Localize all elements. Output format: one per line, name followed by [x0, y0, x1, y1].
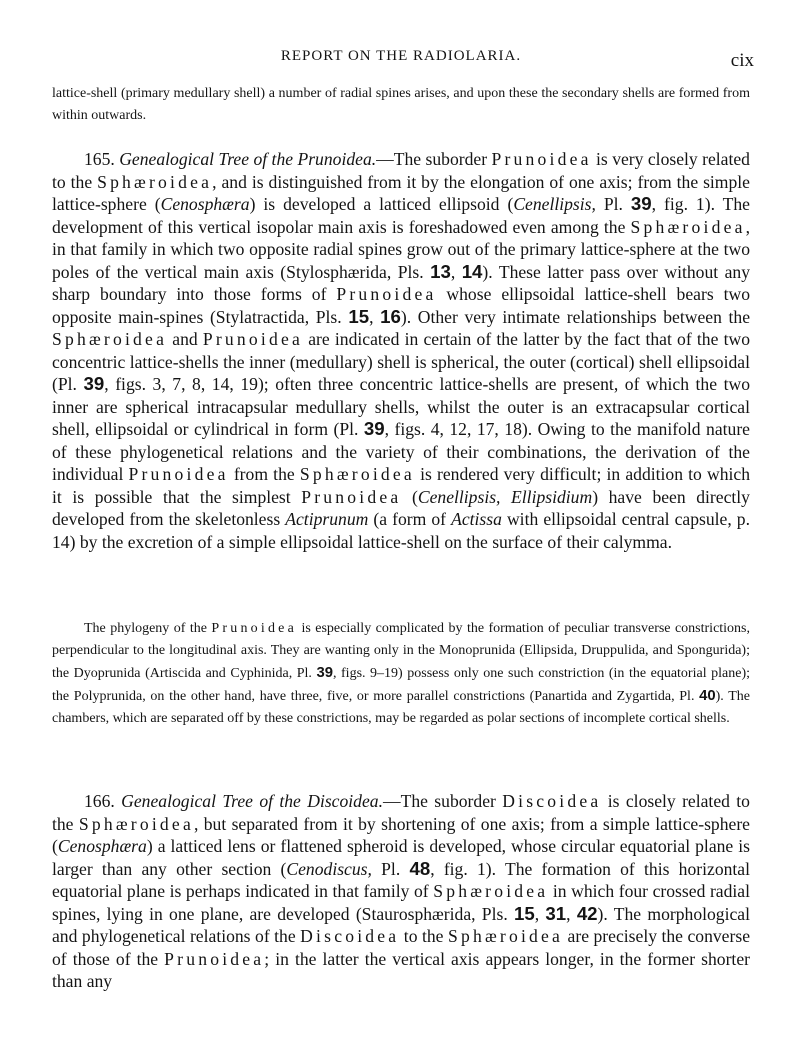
taxon-sphaeroidea: Sphæroidea	[97, 171, 213, 192]
taxon-prunoidea: Prunoidea	[128, 464, 229, 484]
plate-number: 14	[461, 260, 483, 282]
section-heading: Genealogical Tree of the Discoidea.	[121, 791, 383, 811]
plate-number: 48	[409, 857, 431, 879]
section-heading: Genealogical Tree of the Prunoidea.	[119, 149, 377, 169]
genus-name: Cenosphæra	[57, 836, 147, 856]
taxon-sphaeroidea: Sphæroidea	[447, 926, 564, 946]
plate-number: 40	[699, 688, 716, 704]
taxon-prunoidea: Prunoidea	[301, 486, 402, 507]
plate-number: 39	[363, 418, 385, 439]
section-165-paragraph: 165. Genealogical Tree of the Prunoidea.—The suborder Prunoidea is very closely related to the Sphæroidea, and is distinguished from it by the elongation of one axis; from the simple lattice-sphere (Cenosphæra) is developed a latticed ellipsoid (Cenellipsis, Pl. 39, fig. 1). The development of this vertical isopolar main axis is foreshadowed even among the Sphæroidea, in that family in which two opposite radial spines grow out of the primary lattice-sphere at the two poles of the vertical main axis (Stylosphærida, Pls. 13, 14). These latter pass over without any sharp boundary into those forms of Prunoidea whose ellipsoidal lattice-shell bears two opposite main-spines (Stylatractida, Pls. 15, 16). Other very intimate relationships between the Sphæroidea and Prunoidea are indicated in certain of the latter by the fact that of the two concentric lattice-shells the inner (medullary) shell is spherical, the outer (cortical) shell ellipsoidal (Pl. 39, figs. 3, 7, 8, 14, 19); often three concentric lattice-shells are present, of which the two inner are spherical intracapsular medullary shells, whilst the outer is an extracapsular cortical shell, ellipsoidal or cylindrical in form (Pl. 39, figs. 4, 12, 17, 18). Owing to the manifold nature of these phylogenetical relations and the variety of their combinations, the derivation of the individual Prunoidea from the Sphæroidea is rendered very difficult; in addition to which it is possible that the simplest Prunoidea (Cenellipsis, Ellipsidium) have been directly developed from the skeletonless Actiprunum (a form of Actissa with ellipsoidal central capsule, p. 14) by the excretion of a simple ellipsoidal lattice-shell on the surface of their calymma.	[52, 149, 751, 552]
section-165-note: The phylogeny of the Prunoidea is especially complicated by the formation of peculiar transverse constrictions, perpendicular to the longitudinal axis. They are wanting only in the Monoprunida (Ellipsida, Druppulida, and Spongurida); the Dyoprunida (Artiscida and Cyphinida, Pl. 39, figs. 9–19) possess only one such constriction (in the equatorial plane); the Polyprunida, on the other hand, have three, five, or more parallel constrictions (Panartida and Zygartida, Pl. 40). The chambers, which are separated off by these constrictions, may be regarded as polar sections of incomplete cortical shells.	[52, 621, 751, 726]
taxon-prunoidea: Prunoidea	[164, 948, 265, 969]
plate-number: 13	[430, 260, 451, 282]
plate-number: 15	[348, 305, 370, 327]
plate-number: 31	[545, 902, 567, 924]
genus-name: Cenosphæra	[160, 194, 250, 214]
carryover-paragraph: lattice-shell (primary medullary shell) a number of radial spines arises, and upon these the secondary shells are formed from within outwards.	[52, 86, 750, 123]
taxon-prunoidea: Prunoidea	[211, 621, 297, 636]
plate-number: 16	[380, 305, 401, 327]
running-title: REPORT ON THE RADIOLARIA.	[280, 48, 522, 64]
genus-name: Cenellipsis,	[513, 194, 596, 214]
page-number: cix	[730, 50, 754, 71]
plate-number: 39	[630, 193, 652, 214]
genus-name: Cenellipsis, Ellipsidium	[417, 486, 593, 507]
genus-name: Actiprunum	[285, 509, 369, 529]
plate-number: 42	[576, 902, 598, 924]
genus-name: Cenodiscus,	[286, 858, 372, 879]
plate-number: 39	[316, 665, 333, 681]
taxon-prunoidea: Prunoidea	[336, 284, 437, 304]
plate-number: 15	[514, 902, 535, 924]
taxon-discoidea: Discoidea	[502, 791, 602, 811]
section-number: 165.	[84, 149, 115, 169]
taxon-discoidea: Discoidea	[300, 926, 400, 946]
taxon-sphaeroidea: Sphæroidea	[630, 216, 746, 237]
taxon-prunoidea: Prunoidea	[491, 149, 592, 169]
taxon-sphaeroidea: Sphæroidea	[78, 813, 194, 834]
genus-name: Actissa	[451, 509, 502, 529]
taxon-prunoidea: Prunoidea	[202, 329, 304, 349]
taxon-sphaeroidea: Sphæroidea	[299, 464, 415, 484]
taxon-sphaeroidea: Sphæroidea	[52, 329, 168, 349]
plate-number: 39	[83, 373, 105, 394]
running-head	[52, 48, 754, 71]
taxon-sphaeroidea: Sphæroidea	[433, 881, 549, 901]
section-number: 166.	[84, 791, 115, 811]
section-166-paragraph: 166. Genealogical Tree of the Discoidea.—The suborder Discoidea is closely related to the Sphæroidea, but separated from it by shortening of one axis; from a simple lattice-sphere (Cenosphæra) a latticed lens or flattened spheroid is developed, whose circular equatorial plane is larger than any other section (Cenodiscus, Pl. 48, fig. 1). The formation of this horizontal equatorial plane is perhaps indicated in that family of Sphæroidea in which four crossed radial spines, lying in one plane, are developed (Staurosphærida, Pls. 15, 31, 42). The morphological and phylogenetical relations of the Discoidea to the Sphæroidea are precisely the converse of those of the Prunoidea; in the latter the vertical axis appears longer, in the former shorter than any	[52, 791, 751, 991]
